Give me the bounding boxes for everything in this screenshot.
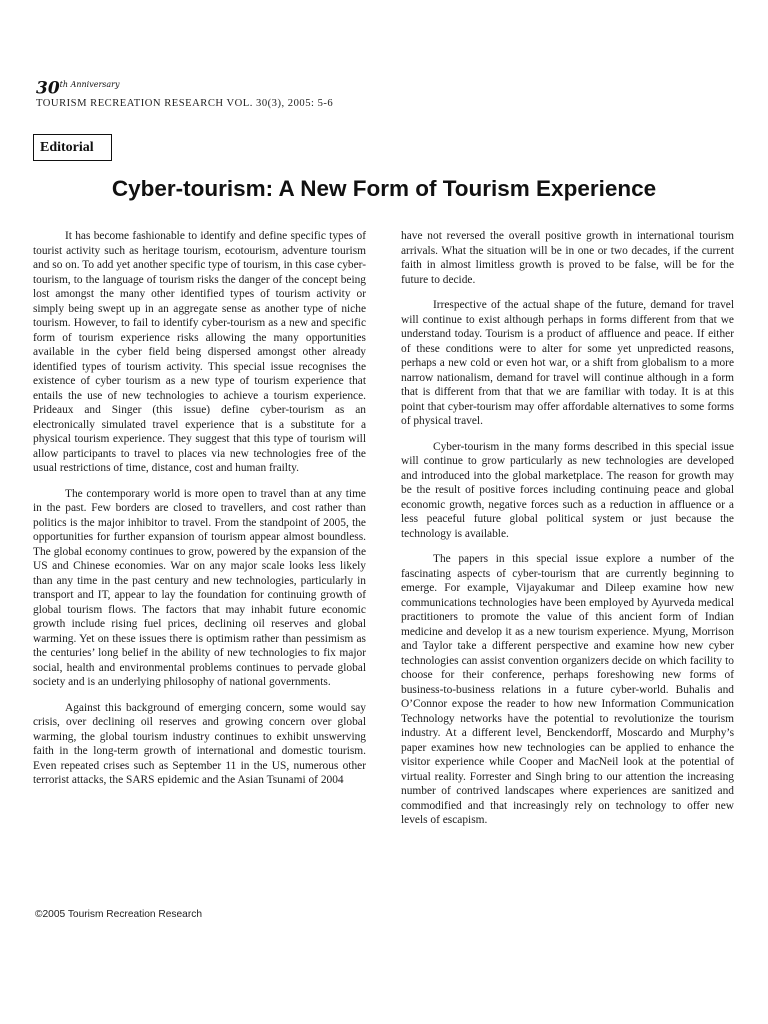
anniversary-logo	[36, 76, 120, 98]
paragraph: It has become fashionable to identify and define specific types of tourist activity such as heritage tourism, ecotourism, adventure tourism and so on. To add yet another specific type of tourism, in this case cyber-tourism, to the language of tourism risks the danger of the concept being lost amongst the many other identified types of tourism activity or simply being swept up in an aggregate sense as another type of niche tourism. However, to fail to identify cyber-tourism as a new and specific form of tourism experience risks allowing the many opportunities available in the cyber field being dispersed amongst other already identified types of tourism activity. This special issue recognises the existence of cyber tourism as a new type of tourism experience that entails the use of new technologies to achieve a tourism experience. Prideaux and Singer (this issue) define cyber-tourism as an electronically simulated travel experience that is a substitute for a physical tourism experience. They suggest that this type of tourism will allow participants to travel to places via new technologies free of the usual restrictions of time, distance, cost and human frailty.	[33, 230, 366, 474]
section-label: Editorial	[33, 134, 112, 161]
paragraph: Cyber-tourism in the many forms described in this special issue will continue to grow particularly as new technologies are developed and introduced into the global marketplace. The reason for growth may be the result of positive forces including continuing peace and global economic growth, negative forces such as a reduction in affluence or a less peaceful future global political system or just because the technology is available.	[401, 440, 734, 540]
paragraph: Irrespective of the actual shape of the future, demand for travel will continue to exist although perhaps in forms different from that we understand today. Tourism is a product of affluence and peace. If either of these conditions were to alter for some yet unpredicted reasons, perhaps a new cold or even hot war, or a shift from globalism to a more narrow nationalism, demand for travel will continue although in a form that is different from that that we are familiar with today. It is at this point that cyber-tourism may offer affordable alternatives to some forms of physical travel.	[401, 299, 734, 427]
article-title: Cyber-tourism: A New Form of Tourism Experience	[111, 176, 657, 201]
paragraph: have not reversed the overall positive growth in international tourism arrivals. What the situation will be in one or two decades, if the current faith in almost limitless growth is proved to be false, will be for the future to decide.	[401, 230, 734, 286]
logo-suffix: th Anniversary	[59, 80, 120, 89]
right-column	[401, 229, 734, 839]
paragraph: Against this background of emerging concern, some would say crisis, over declining oil reserves and growing concern over global warming, the global tourism industry continues to exhibit unswerving faith in the long-term growth of international and domestic tourism. Even repeated crises such as September 11 in the US, numerous other terrorist attacks, the SARS epidemic and the Asian Tsunami of 2004	[33, 701, 366, 786]
logo-number: 30	[36, 78, 60, 99]
paragraph: The papers in this special issue explore a number of the fascinating aspects of cyber-tourism that are currently beginning to emerge. For example, Vijayakumar and Dileep examine how new communications technologies have been employed by Ayurveda medical practitioners to promote the value of this ancient form of Indian medicine and develop it as a new tourism experience. Myung, Morrison and Taylor take a different perspective and examine how new cyber technologies can assist convention organizers decide on which facility to choose for their conference, perhaps foreshowing new forms of business-to-business relations in a future cyber-world. Buhalis and O’Connor expose the reader to how new Information Communication Technology networks have the potential to revolutionize the tourism industry. At a different level, Benckendorff, Moscardo and Murphy’s paper examines how new technologies can be applied to enhance the visitor experience while Cooper and MacNeil look at the potential of virtual reality. Forrester and Singh bring to our attention the increasing number of contrived landscapes where experiences are sanitized and commodified and that increasingly rely on technology to offer new levels of escapism.	[401, 553, 734, 826]
paragraph: The contemporary world is more open to travel than at any time in the past. Few borders are closed to travellers, and cost rather than politics is the major inhibitor to travel. From the standpoint of 2005, the opportunities for further expansion of tourism appear almost boundless. The global economy continues to grow, powered by the expansion of the US and Chinese economies. War on any major scale looks less likely than any time in the past century and new technologies, particularly in transport and IT, appear to lay the foundation for continuing growth of global tourism flows. The factors that may inhabit future economic growth include rising fuel prices, declining oil reserves and global warming. Yet on these issues there is optimism rather than pessimism as the centuries’ long belief in the ability of new technologies to fix major social, health and environmental problems continues to pervade global society and is an underlying philosophy of national governments.	[33, 487, 366, 688]
journal-citation: TOURISM RECREATION RESEARCH VOL. 30(3), 2005: 5-6	[36, 98, 334, 109]
left-column	[33, 229, 366, 799]
copyright-footer: ©2005 Tourism Recreation Research	[35, 909, 203, 920]
